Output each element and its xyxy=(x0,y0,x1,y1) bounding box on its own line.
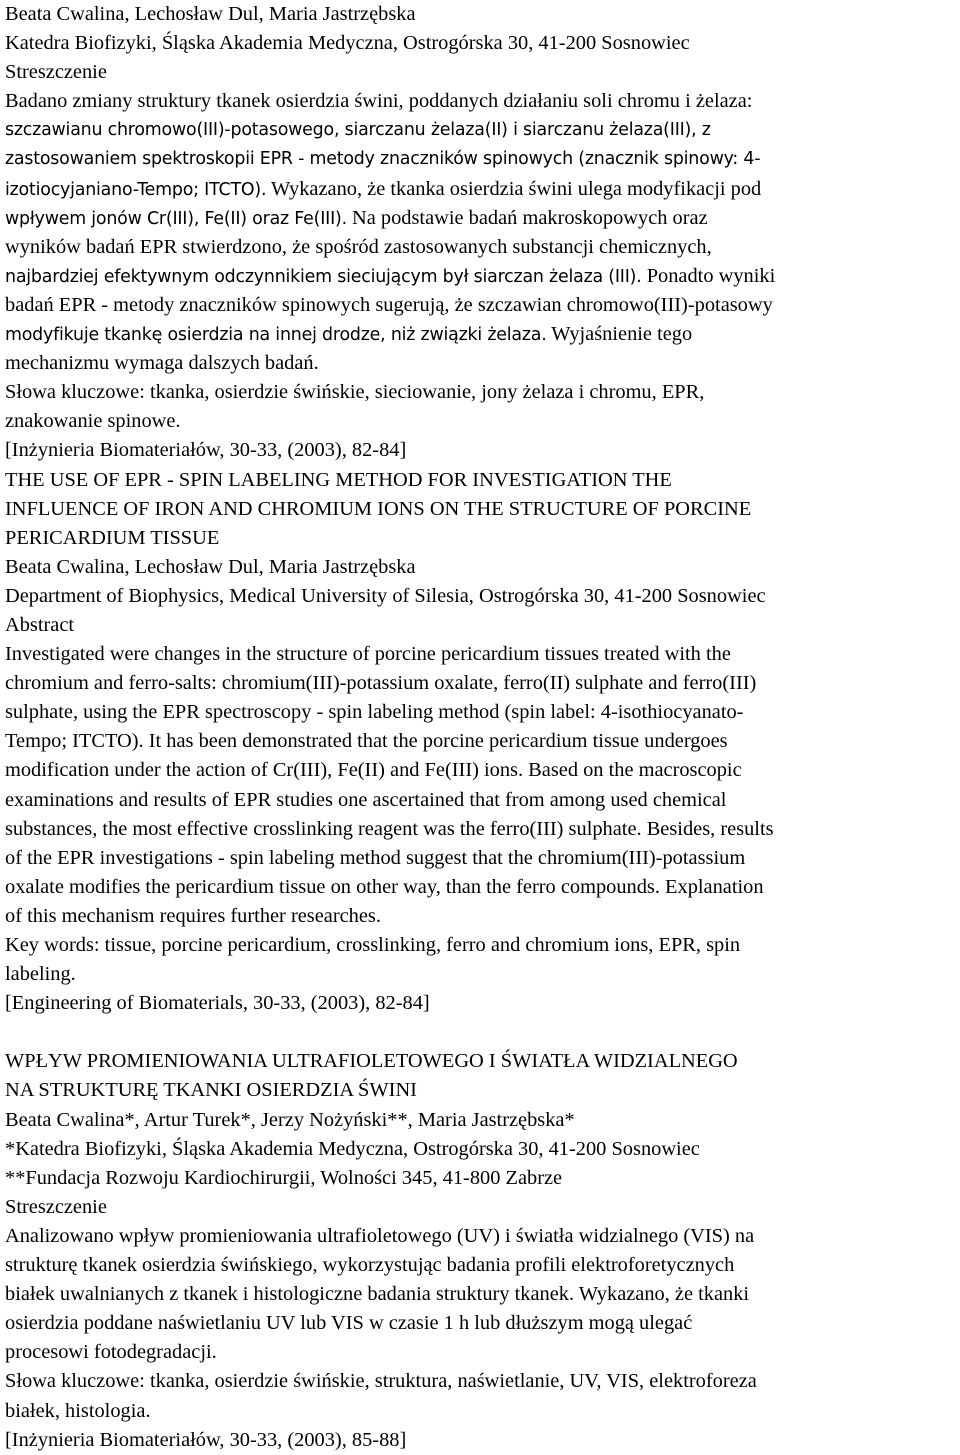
abstract-line: szczawianu chromowo(III)-potasowego, siarczanu żelaza(II) i siarczanu żelaza(III), z xyxy=(5,120,711,141)
abstract-line-part: Wykazano, że tkanka osierdzia świni ulega modyfikacji pod xyxy=(271,177,762,200)
abstract-heading: Abstract xyxy=(5,613,75,636)
abstract-body xyxy=(5,640,957,931)
abstract-line-part: izotiocyjaniano-Tempo; ITCTO). xyxy=(5,179,267,200)
citation: [Inżynieria Biomateriałów, 30-33, (2003), 85-88] xyxy=(5,1428,407,1451)
abstract-line: procesowi fotodegradacji. xyxy=(5,1341,217,1364)
abstract-heading: Streszczenie xyxy=(5,61,107,84)
authors: Beata Cwalina, Lechosław Dul, Maria Jastrzębska xyxy=(5,3,416,25)
article-title: NA STRUKTURĘ TKANKI OSIERDZIA ŚWINI xyxy=(5,1079,417,1102)
article-title: WPŁYW PROMIENIOWANIA ULTRAFIOLETOWEGO I ŚWIATŁA WIDZIALNEGO xyxy=(5,1050,738,1073)
abstract-line: of the EPR investigations - spin labeling method suggest that the chromium(III)-potassium xyxy=(5,846,746,869)
article-1-english xyxy=(5,466,957,1019)
keywords: Słowa kluczowe: tkanka, osierdzie świńskie, struktura, naświetlanie, UV, VIS, elektroforeza xyxy=(5,1370,757,1393)
document-page xyxy=(5,0,957,1455)
abstract-line xyxy=(5,262,957,291)
abstract-line: zastosowaniem spektroskopii EPR - metody znaczników spinowych (znacznik spinowy: 4- xyxy=(5,149,761,170)
affiliation: *Katedra Biofizyki, Śląska Akademia Medyczna, Ostrogórska 30, 41-200 Sosnowiec xyxy=(5,1137,700,1160)
abstract-line-part: Na podstawie badań makroskopowych oraz xyxy=(352,206,708,229)
abstract-line: examinations and results of EPR studies one ascertained that from among used chemical xyxy=(5,788,727,811)
abstract-line: substances, the most effective crosslinking reagent was the ferro(III) sulphate. Besides, results xyxy=(5,817,774,840)
abstract-line: osierdzia poddane naświetlaniu UV lub VIS w czasie 1 h lub dłuższym mogą ulegać xyxy=(5,1312,693,1335)
abstract-line: wyników badań EPR stwierdzono, że spośród zastosowanych substancji chemicznych, xyxy=(5,235,712,258)
abstract-line: białek uwalnianych z tkanek i histologiczne badania struktury tkanek. Wykazano, że tkanki xyxy=(5,1283,750,1306)
abstract-line-part: modyfikuje tkankę osierdzia na innej drodze, niż związki żelaza. xyxy=(5,325,547,346)
abstract-line-part: Ponadto wyniki xyxy=(646,264,776,287)
abstract-line xyxy=(5,204,957,233)
abstract-line xyxy=(5,320,957,349)
affiliation: Department of Biophysics, Medical University of Silesia, Ostrogórska 30, 41-200 Sosnowiec xyxy=(5,584,766,607)
abstract-line: badań EPR - metody znaczników spinowych sugerują, że szczawian chromowo(III)-potasowy xyxy=(5,293,773,316)
abstract-line: Badano zmiany struktury tkanek osierdzia świni, poddanych działaniu soli chromu i żelaza: xyxy=(5,90,753,113)
keywords: Słowa kluczowe: tkanka, osierdzie świńskie, sieciowanie, jony żelaza i chromu, EPR, xyxy=(5,381,705,404)
abstract-line: mechanizmu wymaga dalszych badań. xyxy=(5,352,319,375)
article-1 xyxy=(5,0,957,466)
affiliation: **Fundacja Rozwoju Kardiochirurgii, Wolności 345, 41-800 Zabrze xyxy=(5,1166,563,1189)
abstract-line: Investigated were changes in the structure of porcine pericardium tissues treated with the xyxy=(5,643,731,666)
section-spacer xyxy=(5,1018,957,1047)
authors: Beata Cwalina*, Artur Turek*, Jerzy Nożyński**, Maria Jastrzębska* xyxy=(5,1108,575,1131)
keywords: Key words: tissue, porcine pericardium, crosslinking, ferro and chromium ions, EPR, spin xyxy=(5,934,741,956)
article-2 xyxy=(5,1047,957,1454)
affiliation: Katedra Biofizyki, Śląska Akademia Medyczna, Ostrogórska 30, 41-200 Sosnowiec xyxy=(5,32,690,55)
authors: Beata Cwalina, Lechosław Dul, Maria Jastrzębska xyxy=(5,555,416,578)
abstract-body xyxy=(5,1222,957,1367)
abstract-line: chromium and ferro-salts: chromium(III)-potassium oxalate, ferro(II) sulphate and ferro(III) xyxy=(5,672,757,695)
abstract-line: of this mechanism requires further researches. xyxy=(5,904,381,927)
abstract-line: oxalate modifies the pericardium tissue on other way, than the ferro compounds. Explanation xyxy=(5,875,764,898)
abstract-heading: Streszczenie xyxy=(5,1195,107,1218)
abstract-line: Analizowano wpływ promieniowania ultrafioletowego (UV) i światła widzialnego (VIS) na xyxy=(5,1224,755,1247)
article-title: INFLUENCE OF IRON AND CHROMIUM IONS ON THE STRUCTURE OF PORCINE xyxy=(5,497,752,520)
citation: [Engineering of Biomaterials, 30-33, (2003), 82-84] xyxy=(5,992,430,1015)
abstract-line-part: Wyjaśnienie tego xyxy=(551,323,693,346)
keywords: znakowanie spinowe. xyxy=(5,410,181,433)
abstract-line: modification under the action of Cr(III), Fe(II) and Fe(III) ions. Based on the macroscopic xyxy=(5,759,742,782)
abstract-line: Tempo; ITCTO). It has been demonstrated that the porcine pericardium tissue undergoes xyxy=(5,730,728,753)
abstract-line: sulphate, using the EPR spectroscopy - spin labeling method (spin label: 4-isothiocyanato- xyxy=(5,701,744,724)
abstract-line-part: najbardziej efektywnym odczynnikiem sieciującym był siarczan żelaza (III). xyxy=(5,266,642,287)
abstract-body xyxy=(5,87,957,378)
abstract-line-part: wpływem jonów Cr(III), Fe(II) oraz Fe(III). xyxy=(5,208,347,229)
article-title: THE USE OF EPR - SPIN LABELING METHOD FOR INVESTIGATION THE xyxy=(5,468,672,491)
article-title: PERICARDIUM TISSUE xyxy=(5,526,220,549)
keywords: białek, histologia. xyxy=(5,1399,151,1422)
citation: [Inżynieria Biomateriałów, 30-33, (2003), 82-84] xyxy=(5,439,407,462)
abstract-line: strukturę tkanek osierdzia świńskiego, wykorzystując badania profili elektroforetycznych xyxy=(5,1254,735,1277)
abstract-line xyxy=(5,175,957,204)
keywords: labeling. xyxy=(5,963,76,986)
